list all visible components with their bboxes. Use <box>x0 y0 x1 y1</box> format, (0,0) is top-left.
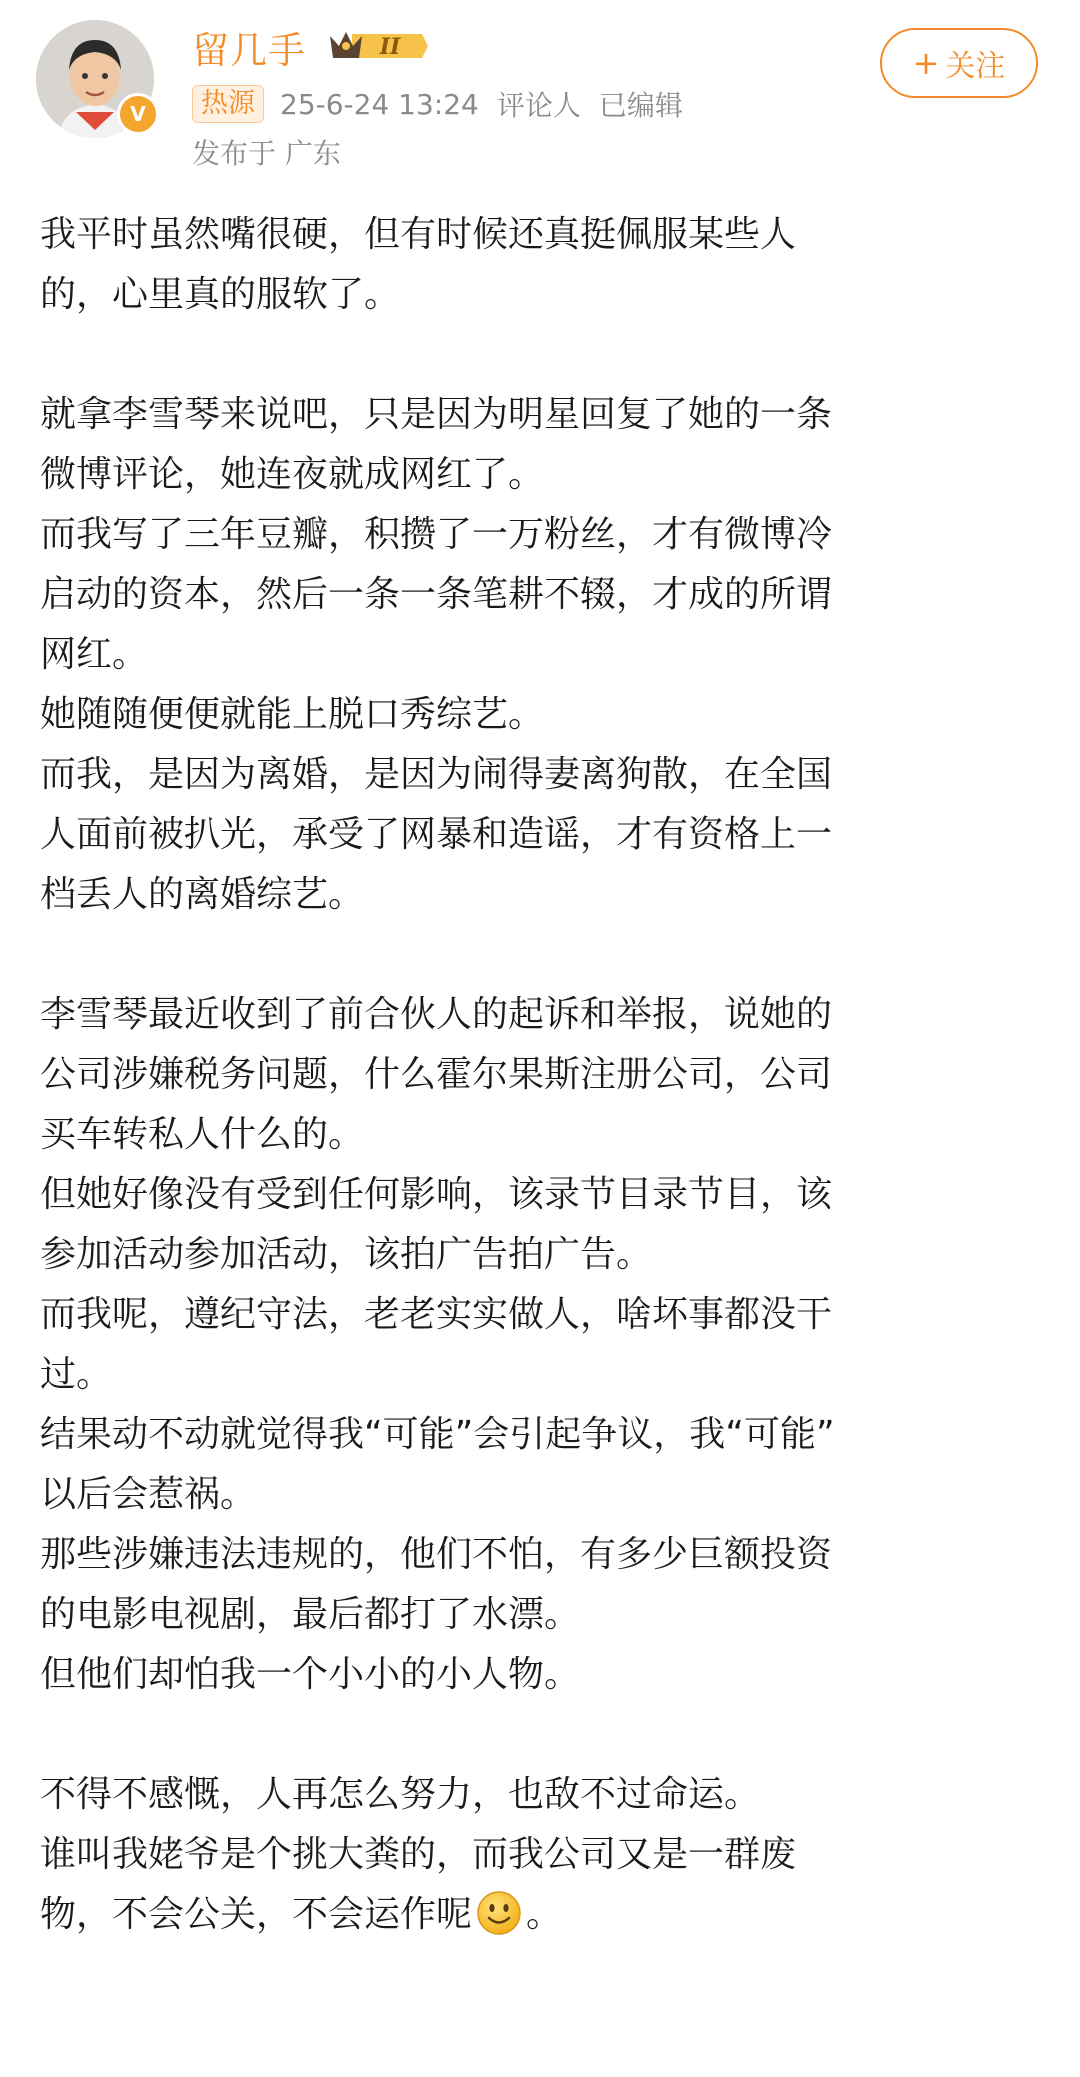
text-line: 就拿李雪琴来说吧，只是因为明星回复了她的一条 <box>40 394 833 435</box>
text-line: 李雪琴最近收到了前合伙人的起诉和举报，说她的 <box>40 994 833 1035</box>
text-line: 那些涉嫌违法违规的，他们不怕，有多少巨额投资 <box>40 1534 833 1575</box>
text-line: 不得不感慨，人再怎么努力，也敌不过命运。 <box>40 1774 761 1815</box>
plus-icon: + <box>912 44 940 82</box>
text-line: 人面前被扒光，承受了网暴和造谣，才有资格上一 <box>40 814 833 855</box>
text-line: 买车转私人什么的。 <box>40 1114 365 1155</box>
text-line: 的电影电视剧，最后都打了水漂。 <box>40 1594 581 1635</box>
text-line: 结果动不动就觉得我“可能”会引起争议，我“可能” <box>40 1414 835 1455</box>
edited-label[interactable]: 已编辑 <box>598 89 683 122</box>
text-line: 而我呢，遵纪守法，老老实实做人，啥坏事都没干 <box>40 1294 833 1335</box>
text-line: 启动的资本，然后一条一条笔耕不辍，才成的所谓 <box>40 574 833 615</box>
text-line: 我平时虽然嘴很硬，但有时候还真挺佩服某些人 <box>40 214 797 255</box>
text-line: 参加活动参加活动，该拍广告拍广告。 <box>40 1234 653 1275</box>
end-punctuation: 。 <box>526 1894 563 1935</box>
text-line: 网红。 <box>40 634 149 675</box>
paragraph-4 <box>40 1765 1040 1945</box>
text-line: 而我写了三年豆瓣，积攒了一万粉丝，才有微博冷 <box>40 514 833 555</box>
text-line: 公司涉嫌税务问题，什么霍尔果斯注册公司，公司 <box>40 1054 833 1095</box>
post-header <box>0 0 1080 175</box>
text-line: 谁叫我姥爷是个挑大粪的，而我公司又是一群废 <box>40 1834 797 1875</box>
text-line: 但她好像没有受到任何影响，该录节目录节目，该 <box>40 1174 833 1215</box>
follow-button[interactable] <box>880 28 1038 98</box>
text-line: 以后会惹祸。 <box>40 1474 257 1515</box>
last-line <box>40 1885 1040 1945</box>
location-label: 发布于 广东 <box>192 137 341 170</box>
smile-emoji-icon <box>476 1890 522 1936</box>
paragraph-2 <box>40 385 1040 925</box>
text-line: 而我，是因为离婚，是因为闹得妻离狗散，在全国 <box>40 754 833 795</box>
post-content <box>40 205 1040 1945</box>
text-line: 但他们却怕我一个小小的小人物。 <box>40 1654 581 1695</box>
follow-label: 关注 <box>945 49 1006 84</box>
text-line: 她随随便便就能上脱口秀综艺。 <box>40 694 545 735</box>
crown-level-icon <box>326 26 430 66</box>
text-line: 档丢人的离婚综艺。 <box>40 874 365 915</box>
text-line: 微博评论，她连夜就成网红了。 <box>40 454 545 495</box>
text-line: 过。 <box>40 1354 113 1395</box>
meta-row <box>192 84 701 124</box>
level-label: II <box>379 34 401 60</box>
text-line: 的，心里真的服软了。 <box>40 274 401 315</box>
role-label: 评论人 <box>496 89 581 122</box>
paragraph-1 <box>40 205 1040 325</box>
hot-tag[interactable]: 热源 <box>192 85 264 123</box>
username[interactable]: 留几手 <box>192 29 306 72</box>
post-date: 25-6-24 13:24 <box>280 87 479 121</box>
text-line: 物，不会公关，不会运作呢 <box>40 1894 473 1935</box>
paragraph-3 <box>40 985 1040 1705</box>
verified-badge-icon: V <box>117 93 159 135</box>
